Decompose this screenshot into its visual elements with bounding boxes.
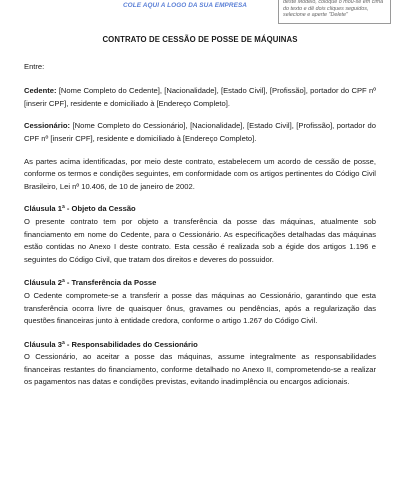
cessionario-text: [Nome Completo do Cessionário], [Nacionalidade], [Estado Civil], [Profissão], portador do CPF nº [inserir CPF], residente e domiciliado à [Endereço Completo]. [24, 121, 376, 143]
cessionario-paragraph [24, 120, 376, 145]
clause-heading: Cláusula 2ª - Transferência da Posse [24, 278, 157, 288]
clause-heading: Cláusula 1ª - Objeto da Cessão [24, 204, 136, 214]
agreement-paragraph: As partes acima identificadas, por meio deste contrato, estabelecem um acordo de cessão de posse, conforme os termos e condições seguintes, em conformidade com os artigos pertinentes do Código Civil Brasileiro, Lei nº 10.406, de 10 de janeiro de 2002. [24, 156, 376, 191]
clause-heading: Cláusula 3ª - Responsabilidades do Cessionário [24, 339, 198, 349]
clause-text: O presente contrato tem por objeto a transferência da posse das máquinas, atualmente sob financiamento em nome do Cedente, para o Cessionário. As especificações detalhadas das máquinas estão contidas no Anexo I deste contrato. Esta cessão é realizada sob a égide dos artigos 1.196 e seguintes do Código Civil, que tratam dos direitos e deveres do possuidor. [24, 216, 376, 264]
contract-body [24, 34, 376, 400]
cedente-label: Cedente: [24, 86, 57, 96]
clause-2 [24, 277, 376, 327]
clause-3 [24, 339, 376, 389]
header-bar [0, 0, 400, 26]
cedente-text: [Nome Completo do Cedente], [Nacionalidade], [Estado Civil], [Profissão], portador do CPF nº [inserir CPF], residente e domiciliado à [Endereço Completo]. [24, 86, 376, 108]
intro-text: Entre: [24, 61, 45, 71]
document-title: CONTRATO DE CESSÃO DE POSSE DE MÁQUINAS [102, 35, 298, 44]
instruction-note: deste Modelo, coloque o mou-se em cima do texto e dê dois cliques seguidos, selecione e aperte "Delete" [278, 0, 391, 24]
clause-text: O Cedente compromete-se a transferir a posse das máquinas ao Cessionário, garantindo que esta transferência ocorra livre de quaisquer ônus, gravames ou pendências, após a regularização das questões financeiras junto à entidade credora, conforme o artigo 1.267 do Código Civil. [24, 290, 376, 326]
clause-text: O Cessionário, ao aceitar a posse das máquinas, assume integralmente as responsabilidades financeiras restantes do financiamento, conforme detalhado no Anexo II, comprometendo-se a realizar os pagamentos nas datas e condições previstas, evitando inadimplência ou encargos adicionais. [24, 352, 376, 387]
logo-placeholder[interactable]: COLE AQUI A LOGO DA SUA EMPRESA [122, 2, 248, 9]
clause-1 [24, 203, 376, 266]
cedente-paragraph [24, 85, 376, 110]
cessionario-label: Cessionário: [24, 121, 70, 131]
